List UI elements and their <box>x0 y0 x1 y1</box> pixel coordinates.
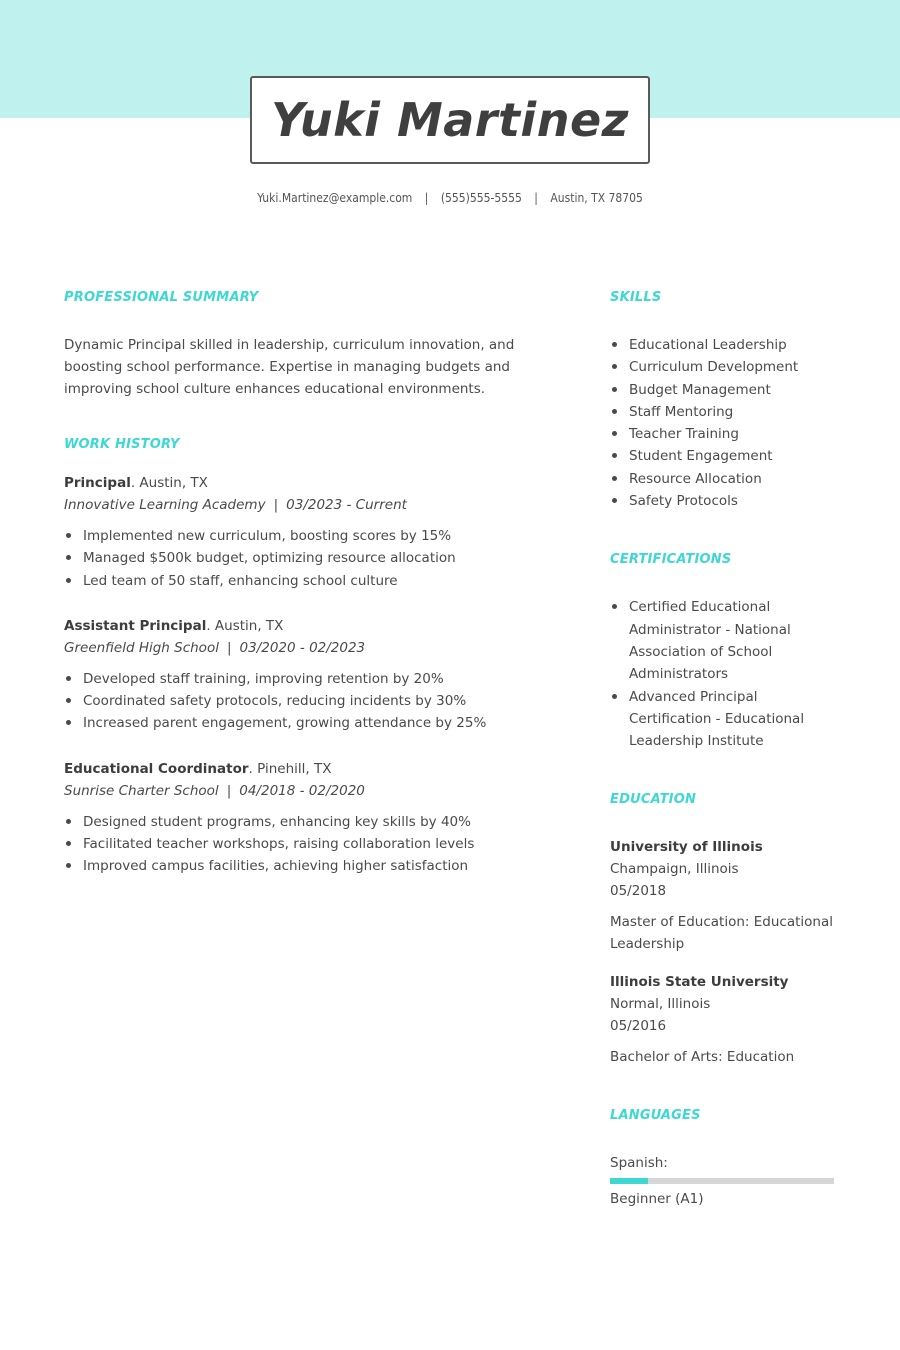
education-section <box>610 792 840 1068</box>
job-company: Greenfield High School <box>64 639 219 656</box>
job-bullets <box>64 668 564 735</box>
skill-item: Resource Allocation <box>610 468 840 490</box>
job-company: Sunrise Charter School <box>64 782 219 799</box>
education-degree: Master of Education: Educational Leadership <box>610 914 833 953</box>
job-bullet: Improved campus facilities, achieving higher satisfaction <box>64 855 564 877</box>
contact-location: Austin, TX 78705 <box>550 191 643 205</box>
education-location: Champaign, Illinois <box>610 861 739 878</box>
certifications-section <box>610 552 840 752</box>
contact-line <box>0 191 900 205</box>
education-heading: EDUCATION <box>610 792 697 808</box>
work-history-heading: WORK HISTORY <box>64 437 180 452</box>
skill-item: Educational Leadership <box>610 334 840 356</box>
job-role: Principal <box>64 475 131 491</box>
language-proficiency-bar <box>610 1178 834 1184</box>
job-bullet: Designed student programs, enhancing key skills by 40% <box>64 811 564 833</box>
skills-heading: SKILLS <box>610 290 662 305</box>
job-company-dates <box>64 494 564 516</box>
job-header <box>64 615 564 637</box>
job-bullets <box>64 525 564 592</box>
languages-heading: LANGUAGES <box>610 1108 701 1124</box>
summary-heading: PROFESSIONAL SUMMARY <box>64 290 259 305</box>
job-bullet: Implemented new curriculum, boosting scores by 15% <box>64 525 564 547</box>
job-company-dates <box>64 637 564 659</box>
job-entry <box>64 472 564 592</box>
language-level: Beginner (A1) <box>610 1191 704 1208</box>
job-role: Educational Coordinator <box>64 760 249 777</box>
job-dates: 03/2020 - 02/2023 <box>239 639 366 656</box>
education-degree: Bachelor of Arts: Education <box>610 1049 795 1066</box>
contact-separator: | <box>534 191 538 205</box>
education-location: Normal, Illinois <box>610 996 711 1013</box>
job-separator: | <box>226 639 232 656</box>
certifications-heading: CERTIFICATIONS <box>610 552 732 568</box>
contact-separator: | <box>424 191 429 205</box>
skill-item: Budget Management <box>610 379 840 401</box>
skill-item: Safety Protocols <box>610 490 840 512</box>
job-location: . Austin, TX <box>206 617 284 634</box>
job-bullet: Developed staff training, improving retention by 20% <box>64 668 564 690</box>
job-header <box>64 758 564 780</box>
education-school: University of Illinois <box>610 839 763 856</box>
job-dates: 04/2018 - 02/2020 <box>239 782 365 799</box>
job-bullet: Managed $500k budget, optimizing resource allocation <box>64 547 564 569</box>
education-entry <box>610 971 840 1068</box>
job-entry <box>64 758 564 878</box>
summary-text: Dynamic Principal skilled in leadership, curriculum innovation, and boosting school performance. Expertise in managing budgets and improving school culture enhances educational environments. <box>64 337 515 397</box>
job-bullet: Coordinated safety protocols, reducing incidents by 30% <box>64 690 564 712</box>
skill-item: Staff Mentoring <box>610 401 840 423</box>
certifications-list <box>610 596 840 752</box>
skill-item: Teacher Training <box>610 423 840 445</box>
education-entry <box>610 836 840 955</box>
skill-item: Student Engagement <box>610 445 840 467</box>
job-location: . Pinehill, TX <box>248 760 332 777</box>
language-proficiency-fill <box>610 1178 648 1184</box>
skills-list <box>610 334 840 512</box>
job-header <box>64 472 564 494</box>
job-company-dates <box>64 780 564 802</box>
skills-section <box>610 290 840 512</box>
job-bullet: Increased parent engagement, growing attendance by 25% <box>64 712 564 734</box>
skill-item: Curriculum Development <box>610 356 840 378</box>
job-bullet: Facilitated teacher workshops, raising collaboration levels <box>64 833 564 855</box>
education-date: 05/2016 <box>610 1018 667 1035</box>
job-role: Assistant Principal <box>64 617 207 634</box>
job-dates: 03/2023 - Current <box>286 497 407 513</box>
job-location: . Austin, TX <box>130 475 208 491</box>
name-box <box>250 76 650 164</box>
contact-email[interactable]: Yuki.Martinez@example.com <box>257 191 413 205</box>
job-company: Innovative Learning Academy <box>64 497 266 513</box>
job-bullets <box>64 811 564 878</box>
languages-section <box>610 1108 840 1210</box>
certification-item: Certified Educational Administrator - National Association of School Administrators <box>610 596 840 685</box>
contact-phone[interactable]: (555)555-5555 <box>440 191 522 205</box>
certification-item: Advanced Principal Certification - Educational Leadership Institute <box>610 686 840 753</box>
education-date: 05/2018 <box>610 883 667 900</box>
left-column <box>64 290 564 878</box>
job-bullet: Led team of 50 staff, enhancing school culture <box>64 570 564 592</box>
job-separator: | <box>273 497 279 513</box>
language-name: Spanish: <box>610 1155 668 1172</box>
right-column <box>610 290 840 1210</box>
job-entry <box>64 615 564 735</box>
education-school: Illinois State University <box>610 974 789 991</box>
job-separator: | <box>226 782 232 799</box>
candidate-name: Yuki Martinez <box>271 93 629 147</box>
